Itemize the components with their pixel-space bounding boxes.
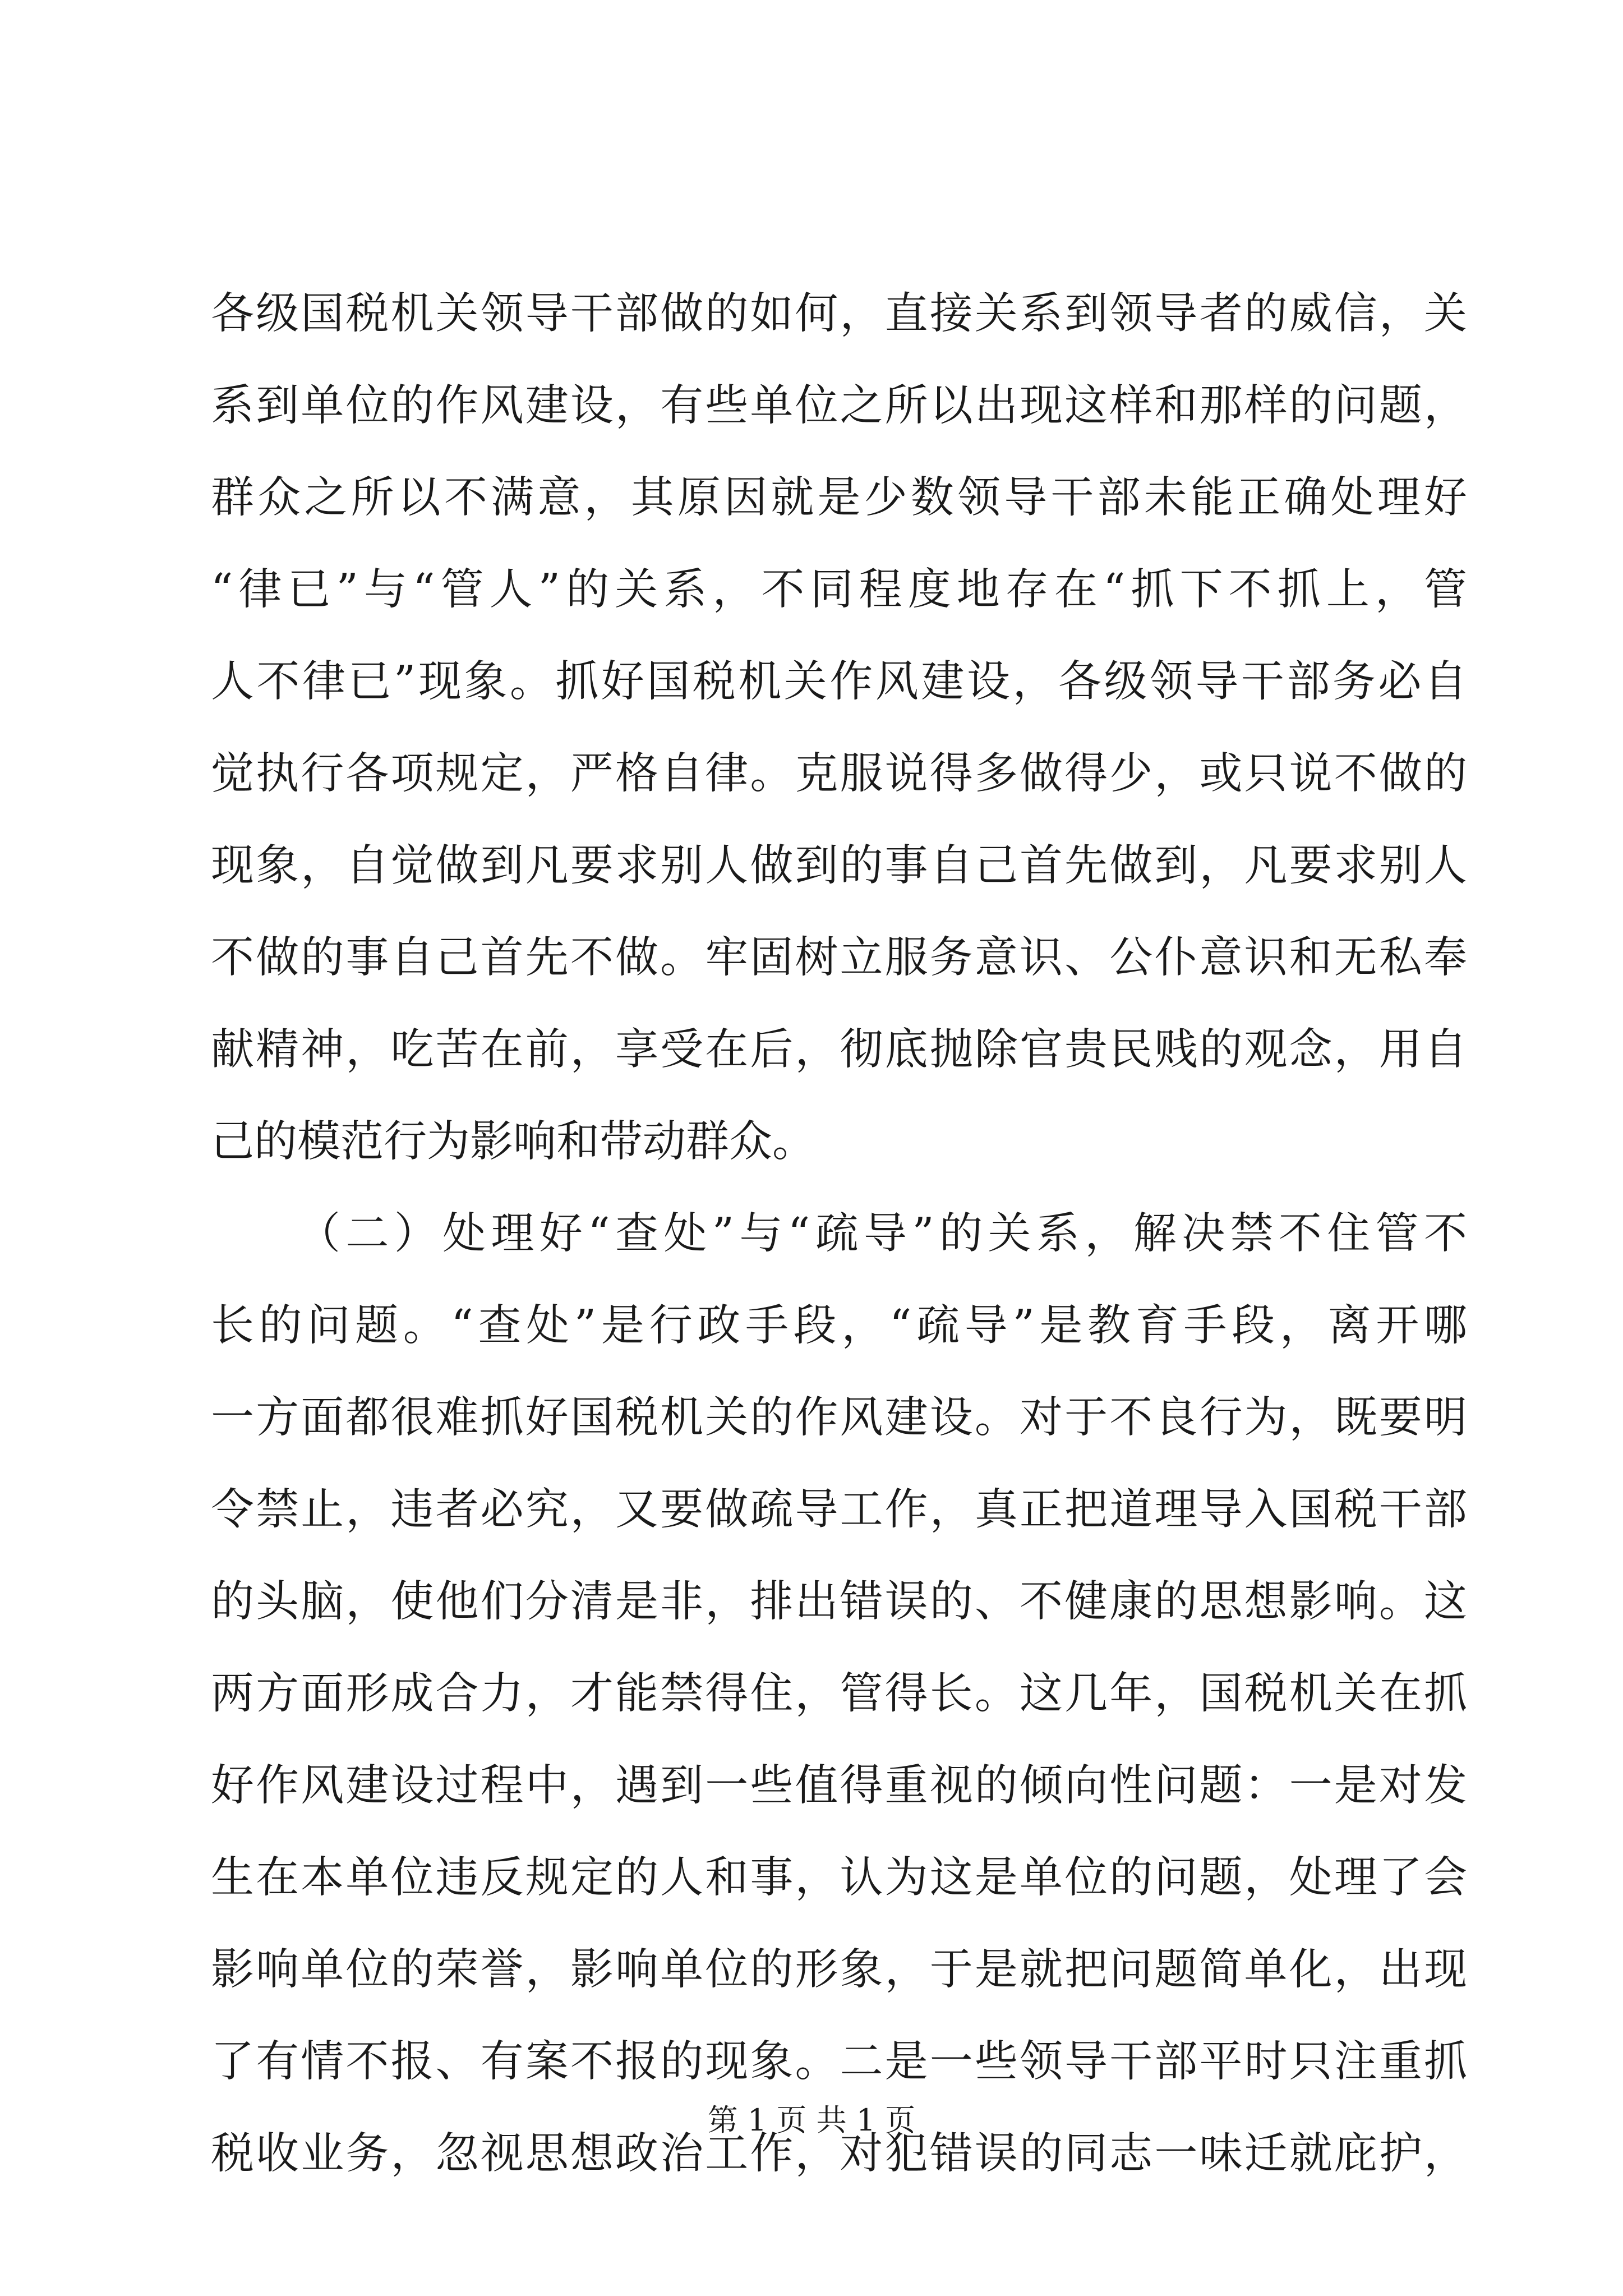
text-line: 两方面形成合力，才能禁得住，管得长。这几年，国税机关在抓 <box>211 1669 1467 1719</box>
text-line: 人不律已”现象。抓好国税机关作风建设，各级领导干部务必自 <box>211 657 1467 707</box>
text-line: 各级国税机关领导干部做的如何，直接关系到领导者的威信，关 <box>211 289 1467 339</box>
page-footer <box>0 2098 1623 2143</box>
text-line: 税收业务，忽视思想政治工作，对犯错误的同志一味迁就庇护， <box>211 2129 1467 2179</box>
text-line: 令禁止，违者必究，又要做疏导工作，真正把道理导入国税干部 <box>211 1485 1467 1535</box>
text-line: 的头脑，使他们分清是非，排出错误的、不健康的思想影响。这 <box>211 1577 1467 1627</box>
text-line: 好作风建设过程中，遇到一些值得重视的倾向性问题：一是对发 <box>211 1761 1467 1811</box>
text-line: 影响单位的荣誉，影响单位的形象，于是就把问题简单化，出现 <box>211 1945 1467 1995</box>
text-line: 了有情不报、有案不报的现象。二是一些领导干部平时只注重抓 <box>211 2037 1467 2087</box>
text-line: “律已”与“管人”的关系，不同程度地存在“抓下不抓上，管 <box>211 565 1467 615</box>
text-line: 系到单位的作风建设，有些单位之所以出现这样和那样的问题， <box>211 381 1467 431</box>
page-number-label: 第 1 页 共 1 页 <box>707 2102 916 2138</box>
text-line: 不做的事自己首先不做。牢固树立服务意识、公仆意识和无私奉 <box>211 933 1467 983</box>
text-line: 现象，自觉做到凡要求别人做到的事自己首先做到，凡要求别人 <box>211 841 1467 891</box>
text-line: 一方面都很难抓好国税机关的作风建设。对于不良行为，既要明 <box>211 1393 1467 1443</box>
text-line: 长的问题。“查处”是行政手段，“疏导”是教育手段，离开哪 <box>211 1301 1467 1351</box>
text-line: 献精神，吃苦在前，享受在后，彻底抛除官贵民贱的观念，用自 <box>211 1025 1467 1075</box>
text-line: 生在本单位违反规定的人和事，认为这是单位的问题，处理了会 <box>211 1853 1467 1903</box>
text-line: （二）处理好“查处”与“疏导”的关系，解决禁不住管不 <box>297 1209 1467 1259</box>
body-text <box>211 268 1467 2200</box>
text-line: 群众之所以不满意，其原因就是少数领导干部未能正确处理好 <box>211 473 1467 523</box>
text-line: 己的模范行为影响和带动群众。 <box>211 1117 815 1167</box>
text-line: 觉执行各项规定，严格自律。克服说得多做得少，或只说不做的 <box>211 749 1467 799</box>
